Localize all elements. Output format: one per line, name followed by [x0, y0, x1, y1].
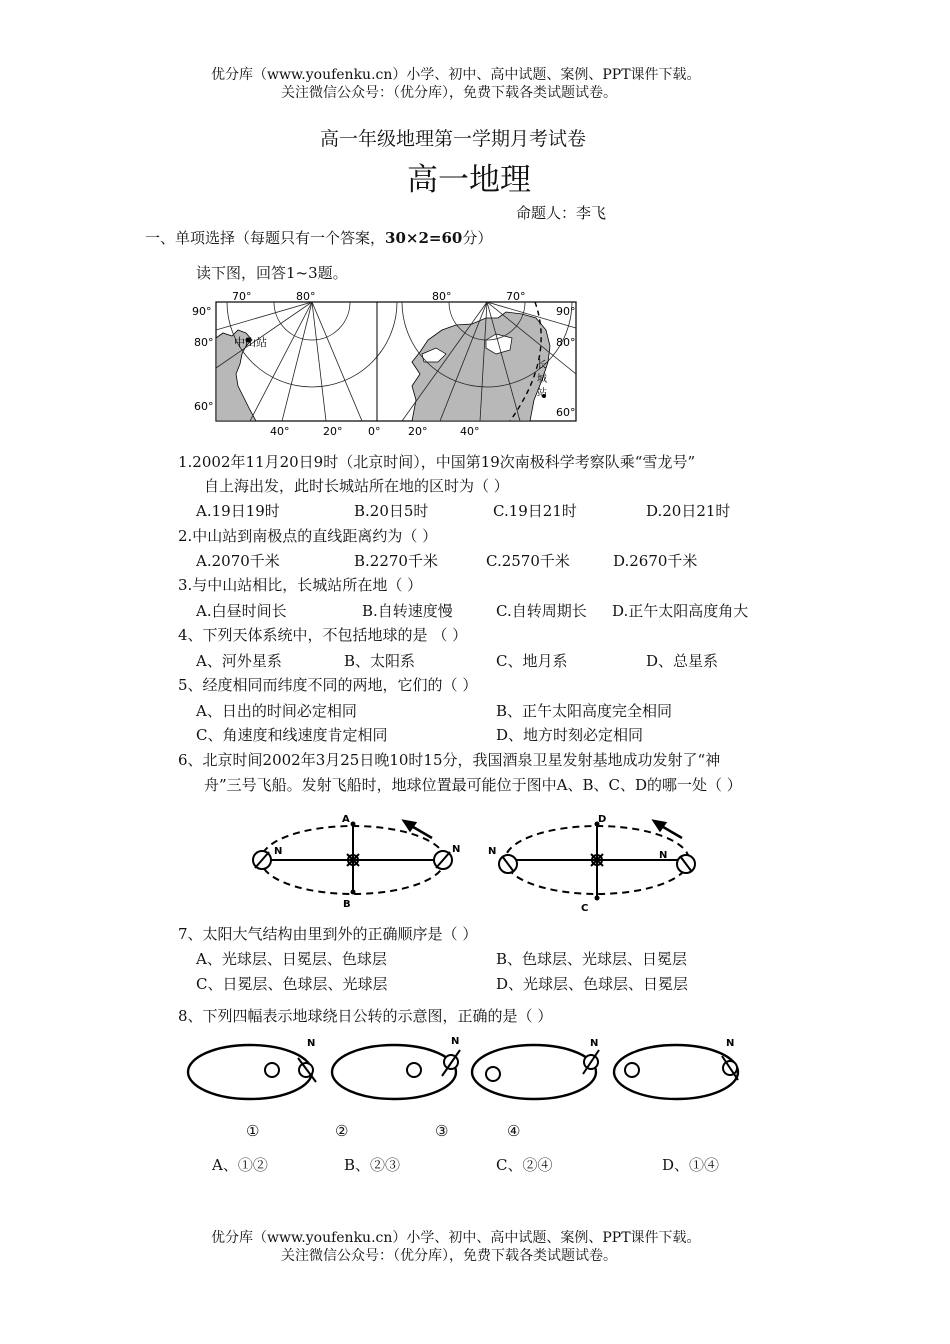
q8-option-d: D、①④ [662, 1156, 720, 1174]
q8-figure-number-4: ④ [507, 1122, 521, 1140]
q4-stem: 4、下列天体系统中，不包括地球的是 （ ） [178, 626, 468, 644]
q5-option-a: A、日出的时间必定相同 [196, 702, 357, 720]
q7-option-d: D、光球层、色球层、日冕层 [496, 975, 689, 993]
q4-option-a: A、河外星系 [196, 652, 282, 670]
lon-label-bottom-1: 40° [270, 425, 290, 438]
q2-option-c: C.2570千米 [486, 552, 570, 570]
footer-line-1: 优分库（www.youfenku.cn）小学、初中、高中试题、案例、PPT课件下载。 [211, 1230, 701, 1246]
q8-figure-number-1: ① [246, 1122, 260, 1140]
q4-option-c: C、地月系 [496, 652, 568, 670]
q6-stem-line2: 舟”三号飞船。发射飞船时，地球位置最可能位于图中A、B、C、D的哪一处（ ） [204, 776, 742, 794]
sun-icon-left [345, 852, 361, 868]
q4-option-d: D、总星系 [646, 652, 719, 670]
q8-figure-number-3: ③ [435, 1122, 449, 1140]
q8-n-label-3: N [590, 1038, 599, 1049]
lon-label-bottom-3: 0° [368, 425, 381, 438]
lon-label-top-3: 80° [432, 290, 452, 303]
q5-stem: 5、经度相同而纬度不同的两地，它们的（ ） [178, 676, 478, 694]
lon-label-top-2: 80° [296, 290, 316, 303]
q8-n-label-4: N [726, 1038, 735, 1049]
exam-subject: 高一地理 [407, 162, 531, 198]
q8-option-c: C、②④ [496, 1156, 553, 1174]
header-line-2: 关注微信公众号：（优分库），免费下载各类试题试卷。 [281, 85, 617, 101]
changcheng-station-label-1: 长 [537, 360, 547, 371]
q8-option-a: A、①② [212, 1156, 268, 1174]
section-heading-suffix: 分） [462, 229, 493, 247]
q3-option-c: C.自转周期长 [496, 602, 587, 620]
section-heading-prefix: 一、单项选择（每题只有一个答案， [145, 229, 386, 247]
q8-n-label-2: N [451, 1036, 460, 1047]
q8-option-b: B、②③ [344, 1156, 401, 1174]
q7-option-a: A、光球层、日冕层、色球层 [196, 950, 387, 968]
q2-stem: 2.中山站到南极点的直线距离约为（ ） [178, 527, 438, 545]
q8-stem: 8、下列四幅表示地球绕日公转的示意图，正确的是（ ） [178, 1007, 553, 1025]
q1-stem-line2: 自上海出发，此时长城站所在地的区时为（ ） [204, 477, 509, 495]
q8-orbit-diagrams [186, 1032, 752, 1122]
section-heading-score: 30×2=60 [385, 229, 463, 247]
zhongshan-station-label: 中山站 [234, 336, 267, 349]
orbit-label-d: D [598, 814, 607, 825]
sun-icon-right [589, 852, 605, 868]
lon-label-top-1: 70° [232, 290, 252, 303]
lat-label-80-right: 80° [556, 336, 576, 349]
q2-option-d: D.2670千米 [613, 552, 698, 570]
q3-option-a: A.白昼时间长 [196, 602, 287, 620]
q1-option-c: C.19日21时 [493, 502, 577, 520]
q5-option-d: D、地方时刻必定相同 [496, 726, 644, 744]
header-line-1: 优分库（www.youfenku.cn）小学、初中、高中试题、案例、PPT课件下载。 [211, 67, 701, 83]
lat-label-80-left: 80° [194, 336, 214, 349]
q7-option-c: C、日冕层、色球层、光球层 [196, 975, 388, 993]
lat-label-90-left: 90° [192, 305, 212, 318]
lon-label-bottom-5: 40° [460, 425, 480, 438]
q7-option-b: B、色球层、光球层、日冕层 [496, 950, 688, 968]
exam-title: 高一年级地理第一学期月考试卷 [320, 128, 587, 150]
q2-option-a: A.2070千米 [196, 552, 280, 570]
orbit-label-n1: N [274, 846, 283, 857]
q1-option-d: D.20日21时 [646, 502, 731, 520]
q6-orbit-diagram [240, 812, 710, 914]
q1-option-a: A.19日19时 [196, 502, 280, 520]
q5-option-c: C、角速度和线速度肯定相同 [196, 726, 388, 744]
lon-label-bottom-2: 20° [323, 425, 343, 438]
section-intro: 读下图，回答1~3题。 [196, 264, 348, 282]
lat-label-60-right: 60° [556, 406, 576, 419]
orbit-label-a: A [342, 814, 350, 825]
section-heading [145, 227, 492, 248]
q4-option-b: B、太阳系 [344, 652, 416, 670]
changcheng-station-label-2: 城 [537, 374, 547, 385]
q1-option-b: B.20日5时 [354, 502, 429, 520]
q3-option-d: D.正午太阳高度角大 [612, 602, 749, 620]
lat-label-90-right: 90° [556, 305, 576, 318]
q2-option-b: B.2270千米 [354, 552, 438, 570]
q5-option-b: B、正午太阳高度完全相同 [496, 702, 673, 720]
q1-stem-line1: 1.2002年11月20日9时（北京时间），中国第19次南极科学考察队乘“雪龙号” [178, 453, 696, 471]
lon-label-top-4: 70° [506, 290, 526, 303]
q7-stem: 7、太阳大气结构由里到外的正确顺序是（ ） [178, 925, 478, 943]
changcheng-station-label-3: 站 [537, 388, 547, 399]
orbit-label-n4: N [659, 850, 668, 861]
orbit-label-b: B [343, 899, 351, 910]
orbit-label-n2: N [452, 844, 461, 855]
exam-author: 命题人：李飞 [516, 204, 607, 222]
q6-stem-line1: 6、北京时间2002年3月25日晚10时15分，我国酒泉卫星发射基地成功发射了“神 [178, 751, 721, 769]
lon-label-bottom-4: 20° [408, 425, 428, 438]
orbit-label-n3: N [488, 846, 497, 857]
q3-option-b: B.自转速度慢 [362, 602, 453, 620]
orbit-label-c: C [581, 903, 589, 914]
q3-stem: 3.与中山站相比，长城站所在地（ ） [178, 576, 423, 594]
lat-label-60-left: 60° [194, 400, 214, 413]
footer-line-2: 关注微信公众号：（优分库），免费下载各类试题试卷。 [281, 1248, 617, 1264]
q8-figure-number-2: ② [335, 1122, 349, 1140]
q8-n-label-1: N [307, 1038, 316, 1049]
antarctic-map [190, 288, 590, 440]
